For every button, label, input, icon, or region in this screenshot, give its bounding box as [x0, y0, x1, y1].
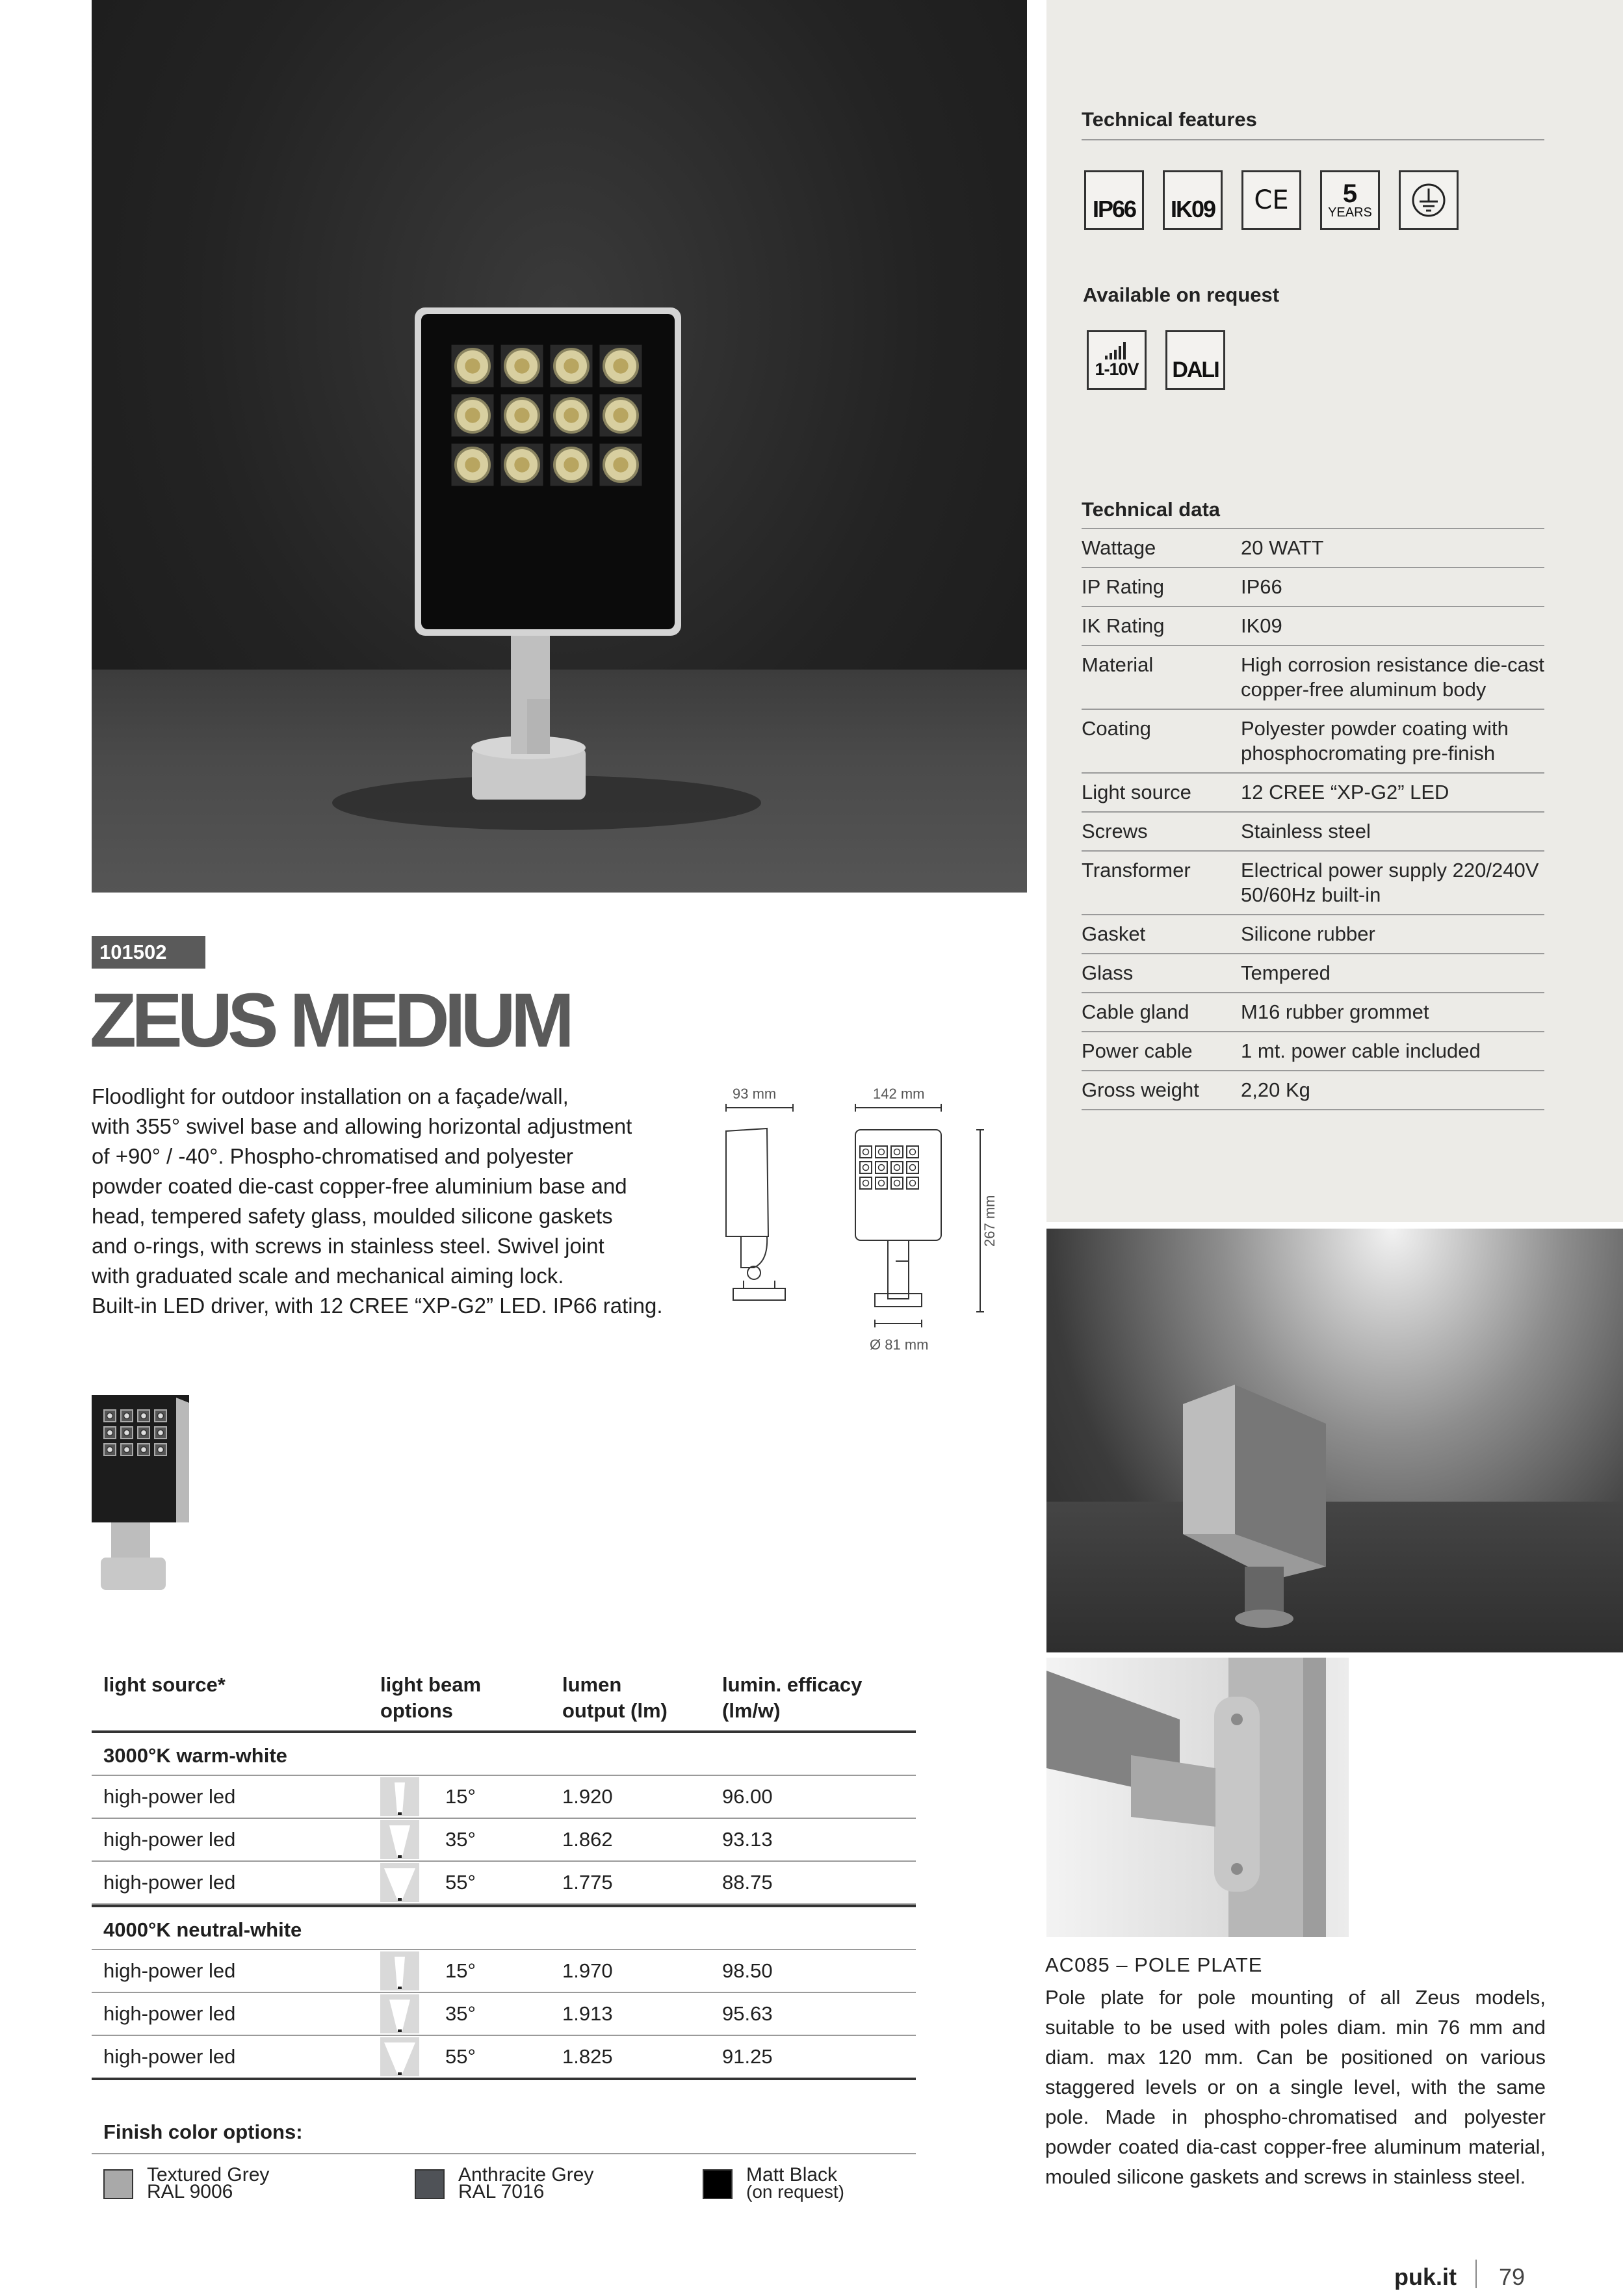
led-lens [613, 408, 628, 423]
accessory-photo-wall [1046, 1229, 1623, 1652]
led-lens [107, 1447, 113, 1453]
technical-data-value: M16 rubber grommet [1241, 1000, 1429, 1023]
description-line: with graduated scale and mechanical aiming lock. [92, 1264, 564, 1288]
description-line: Built-in LED driver, with 12 CREE “XP-G2” LED. IP66 rating. [92, 1294, 663, 1318]
beam-angle-value: 55° [445, 2045, 476, 2068]
product-hero-photo [92, 0, 1027, 893]
accessory-title: AC085 – POLE PLATE [1045, 1953, 1263, 1976]
header-lumen-output: lumen output (lm) [562, 1673, 668, 1722]
swatch-anthracite-grey [415, 2169, 445, 2199]
led-lens [876, 1162, 887, 1173]
technical-data-row [1082, 954, 1544, 993]
light-source-cell: high-power led [103, 1785, 236, 1808]
led-lens [879, 1165, 885, 1171]
technical-data-row [1082, 813, 1544, 852]
beam-angle-value: 35° [445, 2002, 476, 2025]
led-lens [863, 1165, 869, 1171]
description-line: powder coated die-cast copper-free aluminium base and [92, 1174, 627, 1198]
beam-angle-icon [380, 1951, 419, 1990]
technical-data-key: Wattage [1082, 536, 1156, 559]
led-lens [514, 408, 529, 423]
technical-data-row [1082, 1071, 1544, 1110]
technical-data-row [1082, 710, 1544, 774]
led-lens [907, 1146, 918, 1158]
technical-data-key: Transformer [1082, 859, 1191, 881]
technical-data-key: IK Rating [1082, 614, 1165, 637]
beam-cell [380, 1820, 562, 1859]
technical-data-key: Material [1082, 653, 1154, 676]
led-lens [879, 1181, 885, 1186]
beam-angle-icon [380, 2037, 419, 2076]
led-lens [514, 358, 529, 373]
beam-cell [380, 2037, 562, 2076]
beam-angle-value: 15° [445, 1959, 476, 1982]
beam-angle-value: 55° [445, 1871, 476, 1894]
technical-data-row [1082, 852, 1544, 915]
led-lens [564, 408, 578, 423]
led-lens [860, 1162, 872, 1173]
led-lens [863, 1181, 869, 1186]
technical-data-key: Gasket [1082, 922, 1146, 945]
technical-data-key: Screws [1082, 820, 1148, 842]
technical-data-key: Light source [1082, 781, 1191, 803]
light-source-cell: high-power led [103, 1828, 236, 1851]
light-table-header [92, 1669, 916, 1733]
technical-data-value: 1 mt. power cable included [1241, 1039, 1481, 1062]
technical-data-row [1082, 607, 1544, 646]
technical-data-value: IK09 [1241, 614, 1282, 637]
technical-data-value: Silicone rubber [1241, 922, 1375, 945]
light-source-cell: high-power led [103, 2045, 236, 2068]
led-lens [141, 1447, 147, 1453]
technical-data-row [1082, 774, 1544, 813]
led-lens [124, 1430, 130, 1436]
technical-data-key: Gross weight [1082, 1078, 1199, 1101]
description-line: Floodlight for outdoor installation on a façade/wall, [92, 1084, 569, 1108]
ip66-icon: IP66 [1084, 170, 1144, 230]
description-line: of +90° / -40°. Phospho-chromatised and polyester [92, 1144, 573, 1168]
header-light-beam: light beam options [380, 1673, 482, 1722]
accessory-description: Pole plate for pole mounting of all Zeus models, suitable to be used with poles diam. min 76 mm and diam. max 120 mm. Can be positioned on various staggered levels or on a single level, with the same pole. Made in phospho-chromatised and polyester powder coated dia-cast copper-free aluminum material, mouled silicone gaskets and screws in stainless steel. [1045, 1986, 1546, 2188]
finish-label-textured-grey: Textured Grey RAL 9006 [147, 2164, 270, 2202]
led-lens [891, 1146, 903, 1158]
technical-data-row [1082, 646, 1544, 710]
technical-data-title: Technical data [1082, 498, 1221, 521]
beam-angle-icon [380, 1777, 419, 1816]
led-lens [613, 457, 628, 472]
light-table-row [92, 1776, 916, 1819]
led-lens [876, 1146, 887, 1158]
description-line: head, tempered safety glass, moulded silicone gaskets [92, 1204, 613, 1228]
led-lens [465, 358, 480, 373]
technical-data-value: 2,20 Kg [1241, 1078, 1310, 1101]
led-lens [910, 1181, 916, 1186]
finish-label-anthracite-grey: Anthracite Grey RAL 7016 [458, 2164, 594, 2202]
lumen-output-cell: 1.775 [562, 1871, 613, 1894]
light-table-row [92, 2036, 916, 2080]
led-lens [891, 1177, 903, 1189]
led-lens [158, 1447, 164, 1453]
technical-data-key: Cable gland [1082, 1000, 1189, 1023]
technical-data-key: Power cable [1082, 1039, 1193, 1062]
led-lens [141, 1430, 147, 1436]
dimension-drawing [715, 1099, 1014, 1333]
finish-title: Finish color options: [103, 2120, 303, 2143]
led-lens [107, 1430, 113, 1436]
led-lens [158, 1430, 164, 1436]
accessory-photo-pole-plate [1046, 1658, 1349, 1937]
ground-symbol-icon [1399, 170, 1459, 230]
technical-data-row [1082, 993, 1544, 1032]
lumen-output-cell: 1.920 [562, 1785, 613, 1808]
beam-angle-icon [380, 1994, 419, 2033]
technical-data-value: High corrosion resistance die-cast copper-free aluminum body [1241, 653, 1544, 701]
ik09-icon: IK09 [1163, 170, 1223, 230]
led-lens [907, 1177, 918, 1189]
technical-data-row [1082, 1032, 1544, 1071]
light-table-row [92, 1950, 916, 1993]
technical-data-value: IP66 [1241, 575, 1282, 598]
dimension-width-label: 142 mm [873, 1086, 925, 1102]
led-lens [107, 1413, 113, 1419]
lumen-output-cell: 1.970 [562, 1959, 613, 1982]
beam-cell [380, 1863, 562, 1902]
ce-mark-icon: CE [1241, 170, 1301, 230]
led-lens [891, 1162, 903, 1173]
technical-data-key: Glass [1082, 961, 1134, 984]
technical-data-key: IP Rating [1082, 575, 1164, 598]
lumen-efficacy-cell: 95.63 [722, 2002, 773, 2025]
divider [1082, 139, 1544, 140]
dali-icon: DALI [1165, 330, 1225, 390]
dimming-1-10v-icon: 1-10V [1087, 330, 1147, 390]
led-lens [860, 1146, 872, 1158]
header-lumen-efficacy: lumin. efficacy (lm/w) [722, 1673, 863, 1722]
led-lens [910, 1149, 916, 1155]
beam-cell [380, 1994, 562, 2033]
swatch-matt-black [703, 2169, 733, 2199]
lumen-efficacy-cell: 93.13 [722, 1828, 773, 1851]
dimension-base-label: Ø 81 mm [870, 1337, 929, 1353]
product-thumbnail-photo [92, 1395, 196, 1602]
warranty-5-years-icon: 5 YEARS [1320, 170, 1380, 230]
technical-data-value: 12 CREE “XP-G2” LED [1241, 781, 1449, 803]
led-lens [894, 1165, 900, 1171]
finish-label-matt-black: Matt Black (on request) [746, 2164, 844, 2202]
led-lens [158, 1413, 164, 1419]
technical-data-row [1082, 568, 1544, 607]
beam-angle-icon [380, 1820, 419, 1859]
light-source-cell: high-power led [103, 1871, 236, 1894]
footer-separator [1475, 2260, 1477, 2288]
led-lens [860, 1177, 872, 1189]
led-lens [564, 358, 578, 373]
swatch-textured-grey [103, 2169, 133, 2199]
lumen-efficacy-cell: 96.00 [722, 1785, 773, 1808]
led-lens [124, 1413, 130, 1419]
product-title: ZEUS MEDIUM [90, 978, 569, 1063]
led-lens [876, 1177, 887, 1189]
light-table-row [92, 1862, 916, 1905]
lumen-efficacy-cell: 98.50 [722, 1959, 773, 1982]
divider [92, 2153, 916, 2154]
beam-angle-value: 15° [445, 1785, 476, 1808]
description-line: and o-rings, with screws in stainless steel. Swivel joint [92, 1234, 604, 1258]
light-source-table [92, 1669, 916, 2080]
product-code-badge: 101502 [92, 936, 205, 969]
lumen-output-cell: 1.862 [562, 1828, 613, 1851]
light-table-row [92, 1819, 916, 1862]
available-on-request-title: Available on request [1083, 283, 1280, 306]
led-lens [907, 1162, 918, 1173]
technical-data-row [1082, 915, 1544, 954]
beam-angle-value: 35° [445, 1828, 476, 1851]
light-table-group-title: 4000°K neutral-white [92, 1905, 916, 1950]
beam-cell [380, 1777, 562, 1816]
led-lens [465, 408, 480, 423]
light-table-group-title: 3000°K warm-white [92, 1733, 916, 1776]
led-lens [894, 1149, 900, 1155]
lumen-efficacy-cell: 88.75 [722, 1871, 773, 1894]
footer-brand[interactable]: puk.it [1394, 2263, 1457, 2290]
technical-data-key: Coating [1082, 717, 1151, 740]
led-lens [124, 1447, 130, 1453]
dimension-height-label: 267 mm [981, 1195, 998, 1247]
led-lens [894, 1181, 900, 1186]
light-table-row [92, 1993, 916, 2036]
header-light-source: light source* [103, 1673, 226, 1696]
led-lens [564, 457, 578, 472]
lumen-efficacy-cell: 91.25 [722, 2045, 773, 2068]
led-lens [910, 1165, 916, 1171]
light-source-cell: high-power led [103, 1959, 236, 1982]
led-lens [863, 1149, 869, 1155]
technical-features-title: Technical features [1082, 108, 1257, 131]
light-source-cell: high-power led [103, 2002, 236, 2025]
beam-cell [380, 1951, 562, 1990]
lumen-output-cell: 1.913 [562, 2002, 613, 2025]
technical-data-row [1082, 529, 1544, 568]
led-lens [141, 1413, 147, 1419]
led-lens [613, 358, 628, 373]
led-lens [514, 457, 529, 472]
page-number: 79 [1499, 2263, 1526, 2290]
technical-data-value: 20 WATT [1241, 536, 1324, 559]
dimension-depth-label: 93 mm [733, 1086, 777, 1102]
technical-data-value: Stainless steel [1241, 820, 1371, 842]
led-lens [879, 1149, 885, 1155]
description-line: with 355° swivel base and allowing horizontal adjustment [92, 1114, 632, 1138]
product-description [92, 1082, 703, 1321]
technical-data-value: Polyester powder coating with phosphocromating pre-finish [1241, 717, 1509, 764]
technical-data-value: Tempered [1241, 961, 1331, 984]
beam-angle-icon [380, 1863, 419, 1902]
lumen-output-cell: 1.825 [562, 2045, 613, 2068]
technical-data-table [1082, 529, 1544, 1110]
technical-data-value: Electrical power supply 220/240V 50/60Hz built-in [1241, 859, 1539, 906]
led-lens [465, 457, 480, 472]
